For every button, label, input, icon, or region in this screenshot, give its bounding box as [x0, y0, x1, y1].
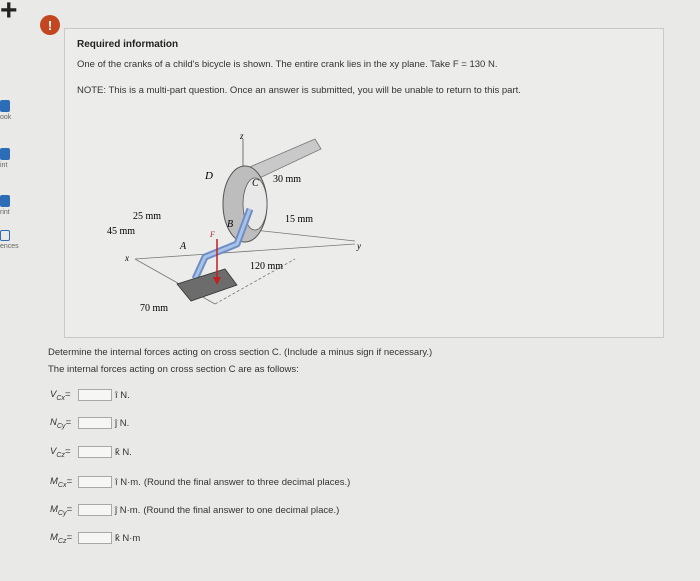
- vcx-input[interactable]: [78, 389, 112, 401]
- label-x: x: [125, 253, 129, 263]
- nav-item-label: rint: [0, 209, 10, 216]
- mcx-input[interactable]: [78, 476, 112, 488]
- rounding-note: (Round the final answer to one decimal place.): [143, 504, 340, 516]
- answer-unit: î N·m.: [115, 476, 141, 488]
- nav-item-label: ences: [0, 243, 19, 250]
- answer-symbol: $M_{Cx}=$: [50, 475, 73, 489]
- references-icon: [0, 230, 10, 241]
- label-d: D: [205, 170, 213, 182]
- dim-120mm: 120 mm: [250, 261, 284, 272]
- rounding-note: (Round the final answer to three decimal places.): [143, 476, 351, 488]
- answer-unit: ĵ N·m.: [115, 504, 141, 516]
- add-icon[interactable]: +: [0, 0, 18, 27]
- dim-70mm: 70 mm: [140, 303, 169, 314]
- hint-icon: [0, 148, 10, 160]
- mcz-input[interactable]: [78, 532, 112, 544]
- crank-figure: [95, 109, 395, 339]
- label-b: B: [227, 219, 234, 230]
- question-subprompt: The internal forces acting on cross section C are as follows:: [48, 364, 299, 375]
- answer-row-mcx: [50, 475, 350, 489]
- required-information-panel: [64, 28, 664, 338]
- answer-row-ncy: [50, 416, 129, 430]
- label-a: A: [180, 241, 187, 252]
- answer-row-vcz: [50, 445, 132, 459]
- dim-45mm: 45 mm: [107, 226, 136, 237]
- answer-row-mcy: [50, 503, 339, 517]
- label-c: C: [252, 178, 259, 189]
- nav-item-hint[interactable]: [0, 148, 30, 169]
- alert-icon: !: [40, 15, 60, 35]
- answer-unit: k̂ N.: [115, 446, 132, 458]
- required-information-title: Required information: [77, 39, 179, 50]
- answer-symbol: $N_{Cy}=$: [50, 416, 71, 430]
- nav-item-label: int: [0, 162, 8, 169]
- nav-item-references[interactable]: [0, 230, 30, 250]
- answer-row-vcx: [50, 388, 130, 402]
- vcz-input[interactable]: [78, 446, 112, 458]
- nav-item-print[interactable]: [0, 195, 30, 216]
- print-icon: [0, 195, 10, 207]
- answer-unit: î N.: [115, 389, 130, 401]
- dim-25mm: 25 mm: [133, 211, 162, 222]
- label-z: z: [240, 131, 244, 141]
- nav-item-label: ook: [0, 114, 12, 121]
- book-icon: [0, 100, 10, 112]
- multi-part-note: NOTE: This is a multi-part question. Once an answer is submitted, you will be unable to return to this part.: [77, 85, 521, 96]
- problem-statement: One of the cranks of a child's bicycle is shown. The entire crank lies in the xy plane. Take F = 130 N.: [77, 59, 498, 70]
- answer-unit: ĵ N.: [115, 417, 130, 429]
- label-y: y: [357, 241, 361, 251]
- answer-unit: k̂ N·m: [115, 532, 141, 544]
- answer-symbol: $V_{Cz}=$: [50, 445, 71, 459]
- dim-30mm: 30 mm: [273, 174, 302, 185]
- dim-15mm: 15 mm: [285, 214, 314, 225]
- answer-symbol: $M_{Cy}=$: [50, 503, 73, 517]
- label-f: F: [210, 230, 215, 239]
- ncy-input[interactable]: [78, 417, 112, 429]
- answer-row-mcz: [50, 531, 140, 545]
- question-prompt: Determine the internal forces acting on cross section C. (Include a minus sign if necessary.): [48, 347, 433, 358]
- nav-item-ebook[interactable]: [0, 100, 30, 121]
- answer-symbol: $M_{Cz}=$: [50, 531, 73, 545]
- answer-symbol: $V_{Cx}=$: [50, 388, 71, 402]
- mcy-input[interactable]: [78, 504, 112, 516]
